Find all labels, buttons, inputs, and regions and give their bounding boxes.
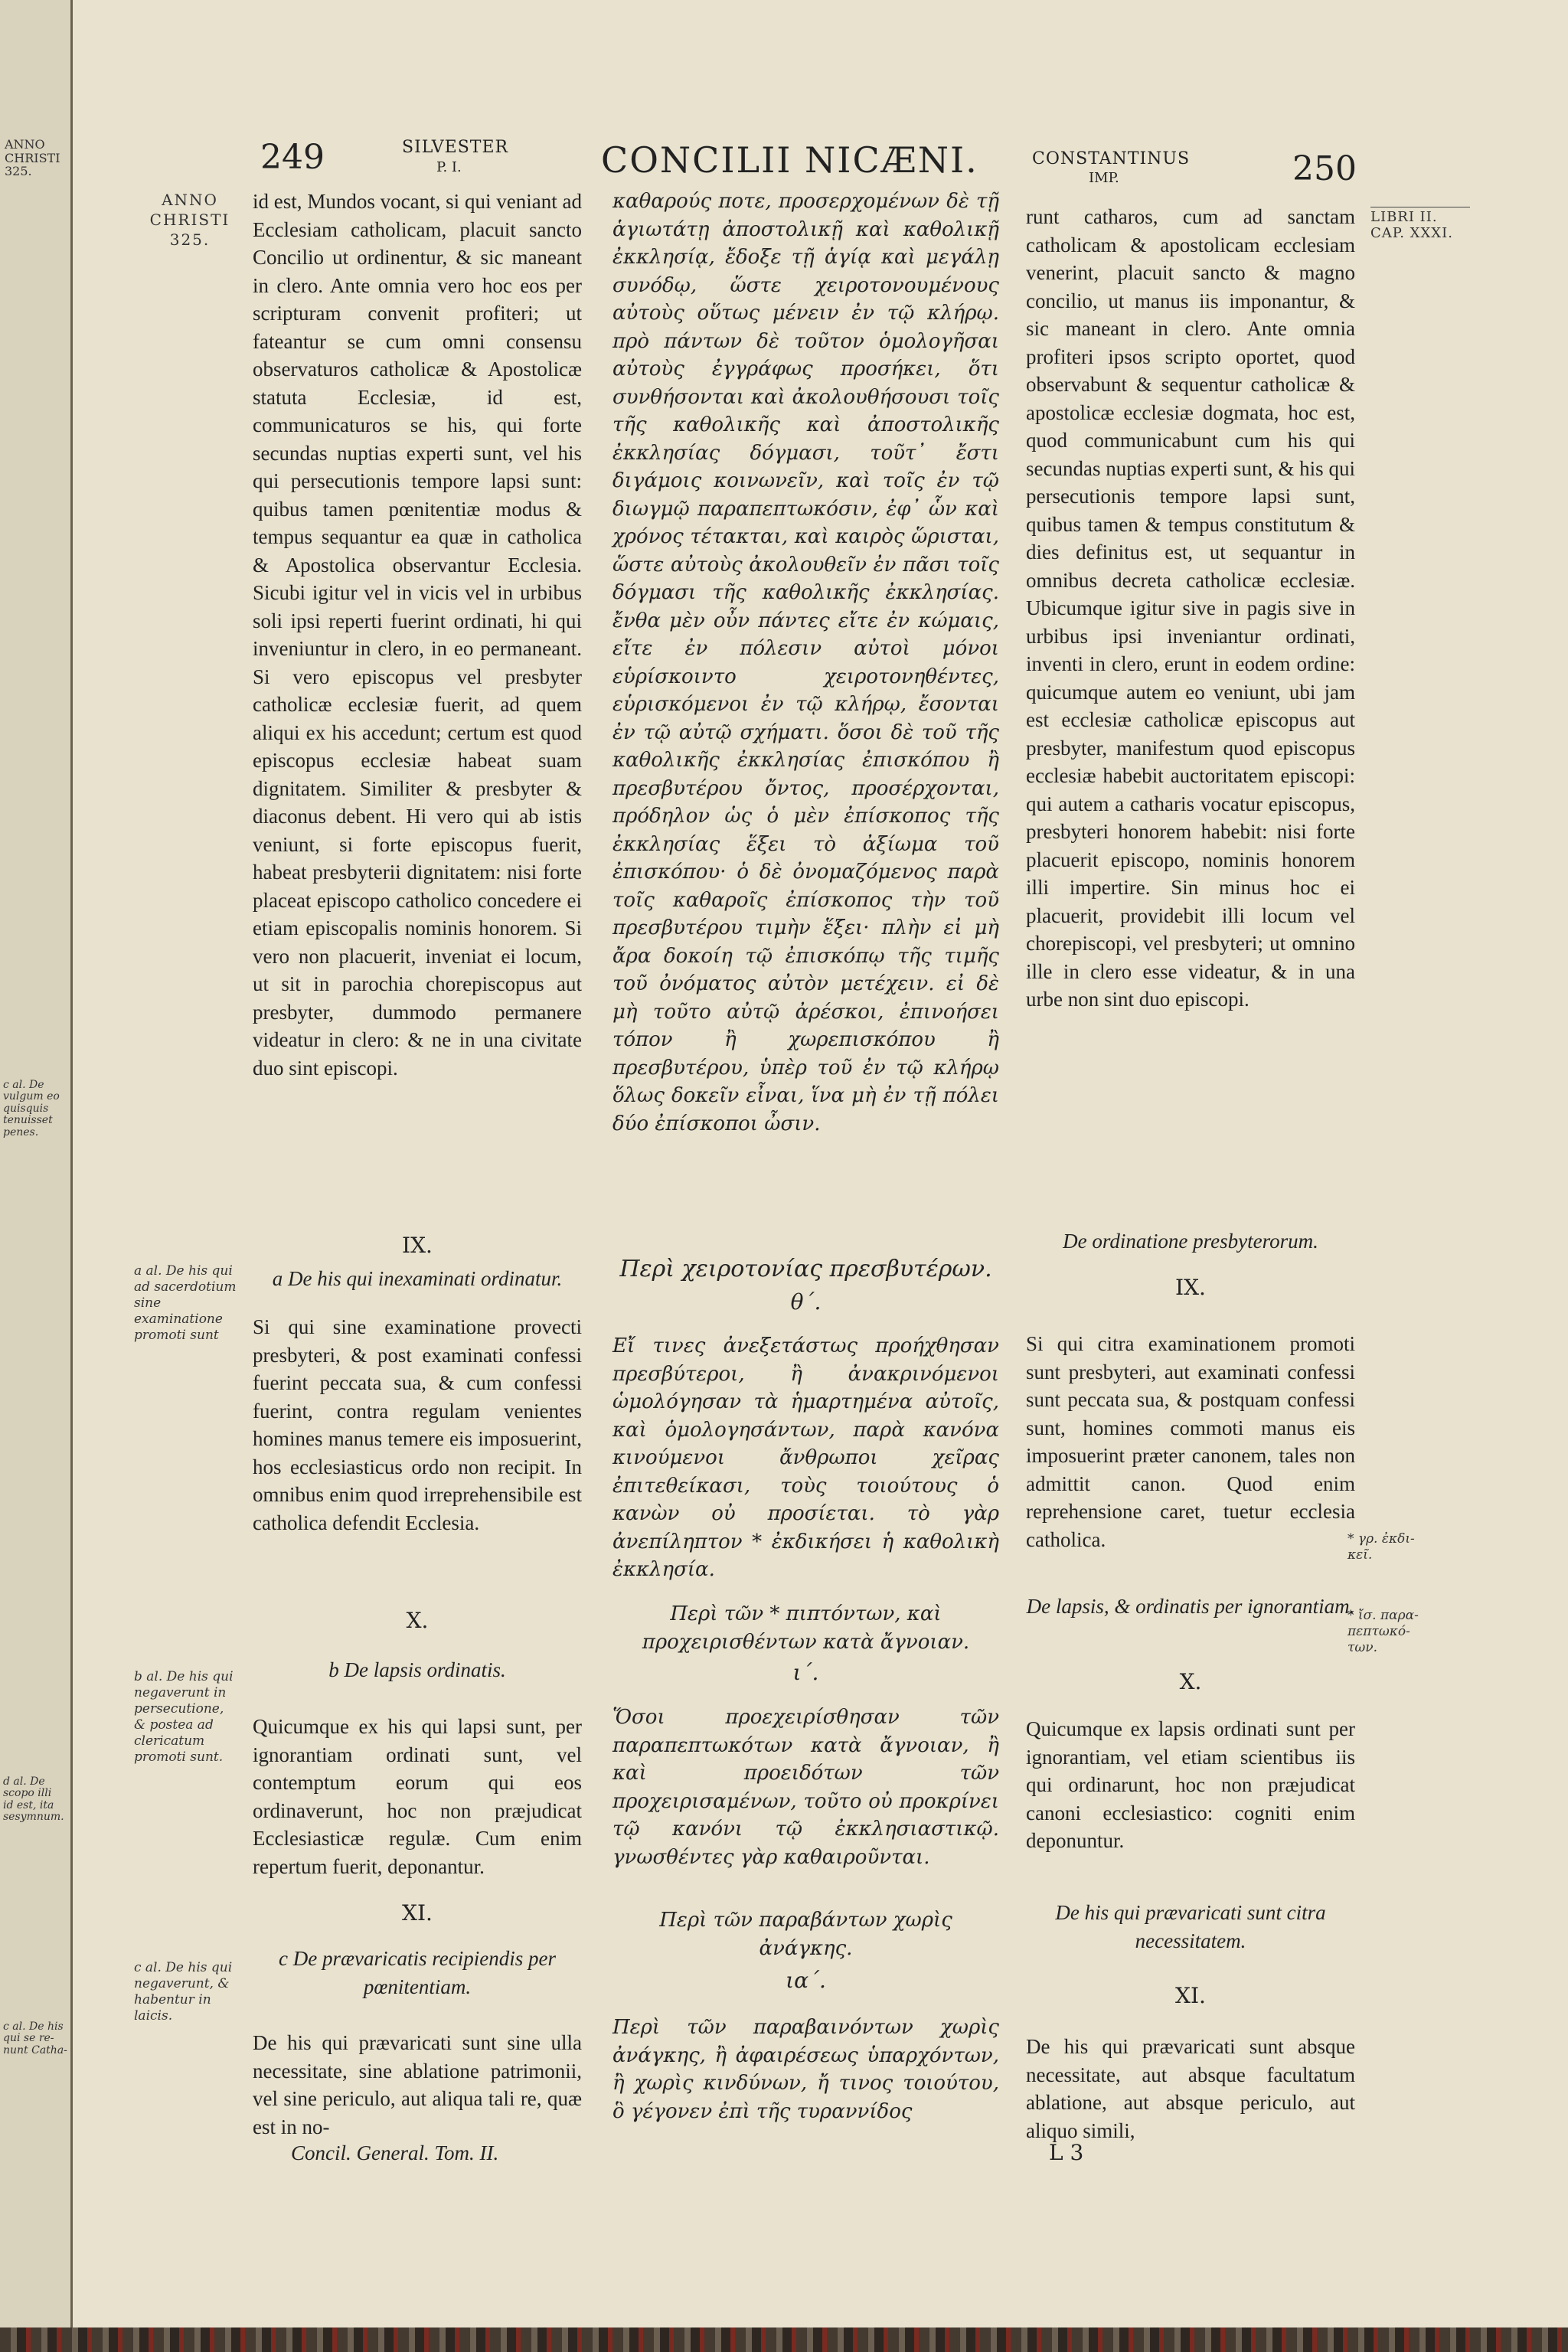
latin-left-canon-10-number: X. <box>406 1608 429 1633</box>
margin-note-c: c al. De his qui negaverunt, & habentur in laicis. <box>134 1960 233 2024</box>
latin-left-intro: id est, Mundos vocant, si qui veniant ad Ecclesiam catholicam, placuit sancto Concilio ut ordinentur, & sic maneant in clero. Ante omnia vero hoc eos per scripturam convenit profiteri; ut fateantur se cum omni consensu observaturos catholicæ & Apostolicæ statuta Ecclesiæ, id est, communicaturos se his, qui forte secundas nuptias experti sunt, vel his qui persecutionis tempore lapsi sunt: quibus tamen pœnitentiæ modus & tempus sequantur ea quæ in catholica & Apostolica observantur Ecclesia. Sicubi igitur vel in vicis vel in urbibus soli ipsi reperti fuerint ordinati, hi qui inveniuntur in clero, in eo permaneant. Si vero episcopus vel presbyter catholicæ ecclesiæ fuerit, ad quem aliqui ex his accedunt; certum est quod episcopus ecclesiæ habeat suam dignitatem. Similiter & presbyter & diaconus debent. Hi vero qui ab istis veniunt, si forte episcopus fuerit, habeat presbyterii dignitatem: nisi forte placeat episcopo catholico concedere ei etiam episcopalis nominis honorem. Si vero non placuerit, inveniat ei locum, ut sit in parochia chorepiscopus aut presbyter, dummodo permanere videatur in clero: & ne in una civitate duo sint episcopi. <box>253 190 582 1080</box>
latin-left-canon-9-text: Si qui sine examinatione provecti presbyteri, & post examinati confessi fuerint peccata sua, & cum confessi fuerint, contra regulam venientes homines manus temere eis imposuerint, hos ecclesiasticus ordo non recipit. In omnibus enim quod irreprehensibile est catholica defendit Ecclesia. <box>253 1315 582 1534</box>
latin-left-canon-10-title: b De lapsis ordinatis. <box>328 1658 506 1681</box>
greek-canon-10-text: Ὅσοι προεχειρίσθησαν τῶν παραπεπτωκότων κατὰ ἄγνοιαν, ἢ καὶ προειδότων τῶν προχειρισαμένων, τοῦτο οὐ προκρίνει τῷ κανόνι τῷ ἐκκλησιαστικῷ. γνωσθέντες γὰρ καθαιροῦνται. <box>612 1706 999 1869</box>
latin-right-canon-10-number: X. <box>1179 1669 1202 1694</box>
running-head-left-sub: P. I. <box>436 159 462 175</box>
greek-canon-9-number: θ´. <box>790 1289 822 1315</box>
latin-left-canon-11-number: XI. <box>402 1900 433 1926</box>
latin-right-canon-11-number: XI. <box>1175 1983 1206 2008</box>
running-head-right-sub: IMP. <box>1089 170 1119 186</box>
table-surface-edge <box>0 2328 1568 2352</box>
page-number-right: 250 <box>1292 149 1357 188</box>
latin-left-canon-9-title: a De his qui inexaminati ordinatur. <box>272 1267 563 1290</box>
margin-book-chapter: LIBRI II. CAP. XXXI. <box>1370 207 1470 241</box>
latin-right-canon-10-text: Quicumque ex lapsis ordinati sunt per ignorantiam, vel etiam scientibus iis qui ordinarunt, hoc non præjudicat canoni ecclesiastico: cogniti enim deponuntur. <box>1026 1717 1355 1852</box>
latin-left-canon-11-text: De his qui prævaricati sunt sine ulla necessitate, sine ablatione patrimonii, vel sine periculo, aut aliqua tali re, quæ est in no- <box>253 2031 582 2138</box>
latin-right-canon-11-text: De his qui prævaricati sunt absque necessitate, aut absque facultatum ablatione, aut absque periculo, aut aliquo simili, <box>1026 2035 1355 2142</box>
margin-note-greek-1: * γρ. ἐκδι- κεῖ. <box>1348 1531 1415 1563</box>
prev-page-note: c al. De vulgum eo quisquis tenuisset penes. <box>3 1079 60 1138</box>
latin-right-canon-10-title: De lapsis, & ordinatis per ignorantiam. <box>1026 1595 1355 1618</box>
greek-canon-10-title: Περὶ τῶν * πιπτόντων, καὶ προχειρισθέντων κατὰ ἄγνοιαν. <box>642 1602 970 1654</box>
running-head-left: SILVESTER <box>402 138 509 157</box>
greek-canon-9-title: Περὶ χειροτονίας πρεσβυτέρων. <box>619 1256 992 1282</box>
prev-page-note: d al. De scopo illi id est, ita sesymnum. <box>3 1775 64 1824</box>
latin-right-canon-9-number: IX. <box>1175 1275 1206 1300</box>
latin-left-canon-9-number: IX. <box>402 1233 433 1258</box>
running-head-right: CONSTANTINUS <box>1032 149 1191 168</box>
margin-note-greek-2: * ἴσ. παρα- πεπτωκό- των. <box>1348 1608 1419 1655</box>
latin-right-canon-11-title: De his qui prævaricati sunt citra necessitatem. <box>1055 1901 1326 1952</box>
latin-right-intro: runt catharos, cum ad sanctam catholicam & apostolicam ecclesiam venerint, placuit sancto & magno concilio, ut manus iis imponantur, & sic maneant in clero. Ante omnia profiteri ipsos scripto oportet, quod observabunt & sequentur catholicæ & apostolicæ ecclesiæ dogmata, hoc est, quod communicabunt cum his qui secundas nuptias experti sunt, & his qui persecutionis tempore lapsi sunt, quibus tamen & tempus constitutum & dies definitus est, ut sequantur in omnibus decreta catholicæ ecclesiæ. Ubicumque igitur sive in pagis sive in urbibus ipsi inveniantur ordinati, inventi in clero, erunt in eodem ordine: quicumque autem eo veniunt, ubi jam est ecclesiæ catholicæ episcopus aut presbyter, manifestum quod episcopus ecclesiæ habebit auctoritatem episcopi: qui autem a catharis vocatur episcopus, presbyteri honorem habebit: nisi forte placuerit episcopo, nominis honorem illi impertire. Sin minus hoc ei placuerit, providebit illi locum vel chorepiscopi, vel presbyteri; ut omnino ille in clero esse videatur, & in una urbe non sint duo episcopi. <box>1026 205 1355 1011</box>
margin-note-a: a al. De his qui ad sacerdotium sine examinatione promoti sunt <box>134 1263 237 1343</box>
page-title: CONCILII NICÆNI. <box>601 139 978 181</box>
greek-canon-10-number: ι´. <box>792 1660 819 1685</box>
prev-page-year: ANNO CHRISTI 325. <box>5 137 60 179</box>
greek-intro: καθαρούς ποτε, προσερχομένων δὲ τῇ ἁγιωτάτῃ ἀποστολικῇ καὶ καθολικῇ ἐκκλησίᾳ, ἔδοξε τῇ ἁγίᾳ καὶ μεγάλῃ συνόδῳ, ὥστε χειροτονουμένους αὐτοὺς οὕτως μένειν ἐν τῷ κλήρῳ. πρὸ πάντων δὲ τοῦτον ὁμολογῆσαι αὐτοὺς ἐγγράφως προσήκει, ὅτι συνθήσονται καὶ ἀκολουθήσουσι τοῖς τῆς καθολικῆς καὶ ἀποστολικῆς ἐκκλησίας δόγμασι, τοῦτ᾽ ἔστι διγάμοις κοινωνεῖν, καὶ τοῖς ἐν τῷ διωγμῷ παραπεπτωκόσιν, ἐφ᾽ ὧν καὶ χρόνος τέτακται, καὶ καιρὸς ὥρισται, ὥστε αὐτοὺς ἀκολουθεῖν ἐν πᾶσι τοῖς δόγμασι τῆς καθολικῆς ἐκκλησίας. ἔνθα μὲν οὖν πάντες εἴτε ἐν κώμαις, εἴτε ἐν πόλεσιν αὐτοὶ μόνοι εὑρίσκοιντο χειροτονηθέντες, εὑρισκόμενοι ἐν τῷ κλήρῳ, ἔσονται ἐν τῷ αὐτῷ σχήματι. ὅσοι δὲ τοῦ τῆς καθολικῆς ἐκκλησίας ἐπισκόπου ἢ πρεσβυτέρου ὄντος, προσέρχονται, πρόδηλον ὡς ὁ μὲν ἐπίσκοπος τῆς ἐκκλησίας ἕξει τὸ ἀξίωμα τοῦ ἐπισκόπου· ὁ δὲ ὀνομαζόμενος παρὰ τοῖς καθαροῖς ἐπίσκοπος τὴν τοῦ πρεσβυτέρου τιμὴν ἕξει· πλὴν εἰ μὴ ἄρα δοκοίη τῷ ἐπισκόπῳ τῆς τιμῆς τοῦ ὀνόματος αὐτὸν μετέχειν. εἰ δὲ μὴ τοῦτο αὐτῷ ἀρέσκοι, ἐπινοήσει τόπον ἢ χωρεπισκόπου ἢ πρεσβυτέρου, ὑπὲρ τοῦ ἐν τῷ κλήρῳ ὅλως δοκεῖν εἶναι, ἵνα μὴ ἐν τῇ πόλει δύο ἐπίσκοποι ὦσιν. <box>612 190 999 1135</box>
greek-canon-11-title: Περὶ τῶν παραβάντων χωρὶς ἀνάγκης. <box>659 1909 952 1960</box>
latin-right-canon-9-title: De ordinatione presbyterorum. <box>1063 1230 1318 1253</box>
latin-left-canon-11-title: c De prævaricatis recipiendis per pœnitentiam. <box>279 1947 556 1998</box>
greek-canon-11-text: Περὶ τῶν παραβαινόντων χωρὶς ἀνάγκης, ἢ ἀφαιρέσεως ὑπαρχόντων, ἢ χωρὶς κινδύνων, ἤ τινος τοιούτου, ὃ γέγονεν ἐπὶ τῆς τυραννίδος <box>612 2016 999 2123</box>
margin-year: ANNO CHRISTI 325. <box>149 191 230 249</box>
prev-page-note: c al. De his qui se re- nunt Catha- <box>3 2020 67 2056</box>
latin-right-canon-9-text: Si qui citra examinationem promoti sunt presbyteri, aut examinati confessi sunt peccata sua, & postquam confessi sunt, homines commoti manus eis imposuerint præter canonem, tales non admittit canon. Quod enim reprehensione caret, tuetur ecclesia catholica. <box>1026 1332 1355 1551</box>
margin-note-b: b al. De his qui negaverunt in persecutione, & postea ad clericatum promoti sunt. <box>134 1669 234 1765</box>
previous-page-edge <box>0 0 73 2328</box>
greek-canon-9-text: Εἴ τινες ἀνεξετάστως προήχθησαν πρεσβύτεροι, ἢ ἀνακρινόμενοι ὡμολόγησαν τὰ ἡμαρτημένα αὐτοῖς, καὶ ὁμολογησάντων, παρὰ κανόνα κινούμενοι ἄνθρωποι χεῖρας ἐπιτεθείκασι, τοὺς τοιούτους ὁ κανὼν οὐ προσίεται. τὸ γὰρ ἀνεπίληπτον * ἐκδικήσει ἡ καθολικὴ ἐκκλησία. <box>612 1334 999 1581</box>
page-number-left: 249 <box>260 138 325 177</box>
page-footer: Concil. General. Tom. II. <box>291 2141 499 2164</box>
signature-mark: L 3 <box>1049 2140 1084 2165</box>
latin-left-canon-10-text: Quicumque ex his qui lapsi sunt, per ignorantiam ordinati sunt, vel contemptum eorum qui eos ordinaverunt, hoc non præjudicat Ecclesiasticæ regulæ. Cum enim repertum fuerit, deponantur. <box>253 1715 582 1878</box>
greek-canon-11-number: ια´. <box>786 1968 826 1993</box>
